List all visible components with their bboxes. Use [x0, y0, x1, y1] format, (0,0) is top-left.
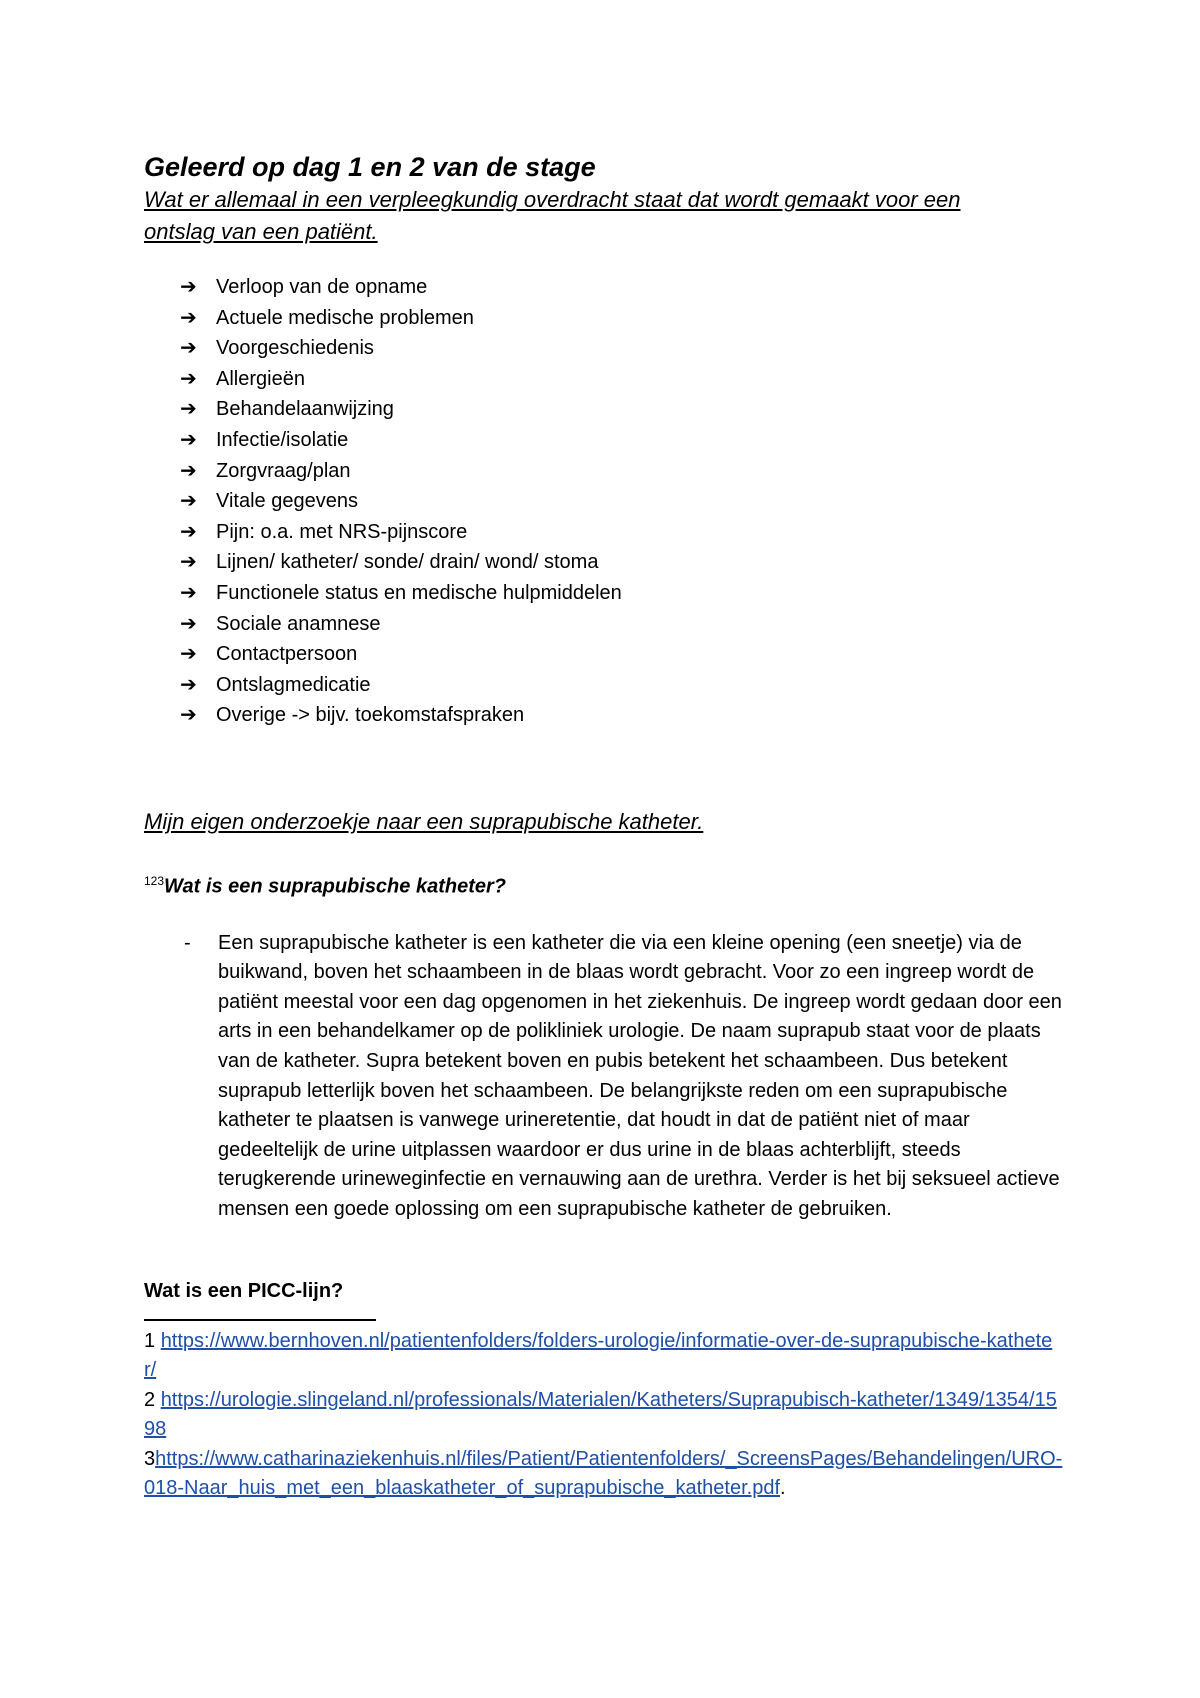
arrow-icon: ➔ — [180, 610, 197, 635]
arrow-icon: ➔ — [180, 518, 197, 543]
list-item: ➔ Infectie/isolatie — [180, 425, 1064, 456]
footnote-link[interactable]: https://urologie.slingeland.nl/professionals/Materialen/Katheters/Suprapubisch-katheter/1349/1354/1598 — [144, 1388, 1057, 1441]
footnote-refs: 123 — [144, 873, 165, 888]
list-item: ➔ Functionele status en medische hulpmiddelen — [180, 578, 1064, 609]
list-item: ➔ Allergieën — [180, 364, 1064, 395]
list-item: ➔ Ontslagmedicatie — [180, 670, 1064, 701]
list-item: ➔ Sociale anamnese — [180, 609, 1064, 640]
footnote-link[interactable]: https://www.bernhoven.nl/patientenfolders/folders-urologie/informatie-over-de-suprapubische-katheter/ — [144, 1329, 1053, 1382]
arrow-icon: ➔ — [180, 549, 197, 574]
subtitle: Wat er allemaal in een verpleegkundig overdracht staat dat wordt gemaakt voor een ontslag van een patiënt. — [144, 187, 961, 244]
arrow-icon: ➔ — [180, 641, 197, 666]
footnote-separator — [144, 1319, 376, 1321]
section-title: Mijn eigen onderzoekje naar een suprapubische katheter. — [144, 808, 704, 834]
document-content — [144, 150, 1064, 1504]
arrow-icon: ➔ — [180, 396, 197, 421]
arrow-icon: ➔ — [180, 579, 197, 604]
arrow-icon: ➔ — [180, 488, 197, 513]
arrow-icon: ➔ — [180, 426, 197, 451]
dash-bullet: - — [184, 931, 191, 954]
list-item: ➔ Actuele medische problemen — [180, 303, 1064, 334]
list-item: ➔ Verloop van de opname — [180, 272, 1064, 303]
answer-paragraph: Een suprapubische katheter is een katheter die via een kleine opening (een sneetje) via de buikwand, boven het schaambeen in de blaas wordt gebracht. Voor zo een ingreep wordt de patiënt meestal voor een dag opgenomen in het ziekenhuis. De ingreep wordt gedaan door een arts in een behandelkamer op de polikliniek urologie. De naam suprapub staat voor de plaats van de katheter. Supra betekent boven en pubis betekent het schaambeen. Dus betekent suprapub letterlijk boven het schaambeen. De belangrijkste reden om een suprapubische katheter te plaatsen is vanwege urineretentie, dat houdt in dat de patiënt niet of maar gedeeltelijk de urine uitplassen waardoor er dus urine in de blaas achterblijft, steeds terugkerende urineweginfectie en vernauwing aan de urethra. Verder is het bij seksueel actieve mensen een goede oplossing om een suprapubische katheter de gebruiken. — [218, 931, 1062, 1220]
picc-heading: Wat is een PICC-lijn? — [144, 1279, 344, 1302]
list-item: ➔ Zorgvraag/plan — [180, 456, 1064, 487]
footnote: 2 https://urologie.slingeland.nl/professionals/Materialen/Katheters/Suprapubisch-katheter/1349/1354/1598 — [144, 1388, 1057, 1441]
list-item: ➔ Overige -> bijv. toekomstafspraken — [180, 700, 1064, 731]
list-item: ➔ Behandelaanwijzing — [180, 394, 1064, 425]
list-item: ➔ Voorgeschiedenis — [180, 333, 1064, 364]
footnote: 1 https://www.bernhoven.nl/patientenfolders/folders-urologie/informatie-over-de-suprapubische-katheter/ — [144, 1329, 1053, 1382]
overdracht-list — [144, 272, 1064, 731]
footnote: 3https://www.catharinaziekenhuis.nl/files/Patient/Patientenfolders/_ScreensPages/Behandelingen/URO-018-Naar_huis_met_een_blaaskatheter_of_suprapubische_katheter.pdf. — [144, 1447, 1063, 1500]
arrow-icon: ➔ — [180, 702, 197, 727]
arrow-icon: ➔ — [180, 457, 197, 482]
list-item: ➔ Vitale gegevens — [180, 486, 1064, 517]
question-heading: $^{123}$Wat is een suprapubische katheter? — [144, 873, 506, 898]
answer-item — [144, 929, 1064, 1225]
arrow-icon: ➔ — [180, 274, 197, 298]
arrow-icon: ➔ — [180, 304, 197, 329]
list-item: ➔ Lijnen/ katheter/ sonde/ drain/ wond/ stoma — [180, 547, 1064, 578]
arrow-icon: ➔ — [180, 671, 197, 696]
arrow-icon: ➔ — [180, 365, 197, 390]
list-item: ➔ Contactpersoon — [180, 639, 1064, 670]
list-item: ➔ Pijn: o.a. met NRS-pijnscore — [180, 517, 1064, 548]
page-title: Geleerd op dag 1 en 2 van de stage — [144, 152, 596, 182]
footnote-link[interactable]: https://www.catharinaziekenhuis.nl/files/Patient/Patientenfolders/_ScreensPages/Behandelingen/URO-018-Naar_huis_met_een_blaaskatheter_of_suprapubische_katheter.pdf — [144, 1447, 1063, 1500]
arrow-icon: ➔ — [180, 335, 197, 360]
